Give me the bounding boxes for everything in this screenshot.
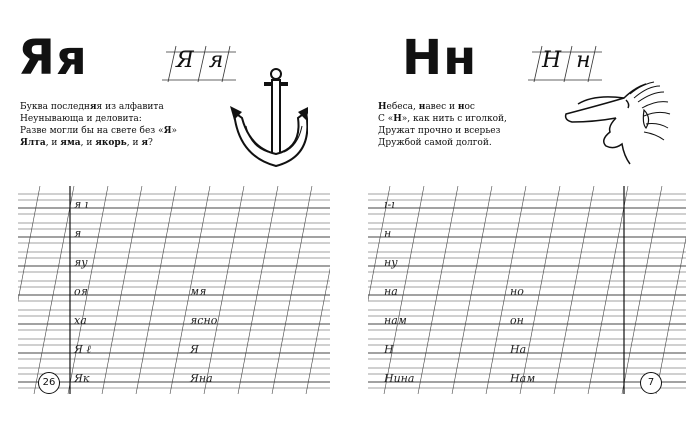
writing-sample: Н bbox=[384, 343, 394, 356]
slant-line bbox=[418, 186, 458, 394]
poem-text: Дружат прочно и всерьез bbox=[378, 126, 501, 136]
slant-line bbox=[452, 186, 492, 394]
writing-sample: я bbox=[74, 227, 82, 240]
writing-sample: ну bbox=[384, 256, 398, 269]
writing-sample: яу bbox=[74, 256, 88, 269]
page-number-left: 26 bbox=[38, 372, 60, 394]
poem-text: и деловита: bbox=[83, 114, 142, 124]
poem-text: а bbox=[78, 114, 84, 124]
poem-text: » bbox=[171, 126, 178, 136]
letter-print-en: Нн bbox=[402, 30, 478, 86]
poem-ya-line bbox=[20, 113, 177, 125]
poem-text: я bbox=[141, 138, 149, 148]
writing-sample: на bbox=[384, 285, 398, 298]
poem-ya-line bbox=[20, 125, 177, 137]
poem-text: Ялта bbox=[20, 138, 46, 148]
letter-print-ya: Яя bbox=[18, 30, 88, 86]
poem-text: , и bbox=[126, 138, 142, 148]
poem-text: Н bbox=[378, 102, 387, 112]
writing-sample: оя bbox=[74, 285, 88, 298]
poem-text: », как нить с иголкой, bbox=[401, 114, 507, 124]
slant-line bbox=[136, 186, 176, 394]
poem-text: ос bbox=[464, 102, 475, 112]
writing-sample: На bbox=[510, 343, 527, 356]
poem-text: н bbox=[418, 102, 426, 112]
writing-sample: ха bbox=[74, 314, 87, 327]
writing-sample: Як bbox=[74, 372, 90, 385]
writing-sample: н bbox=[384, 227, 392, 240]
poem-text: Неунывающ bbox=[20, 114, 79, 124]
poem-en bbox=[378, 101, 507, 149]
poem-en-line bbox=[378, 137, 507, 149]
poem-text: ебеса, bbox=[386, 102, 419, 112]
writing-sample: мя bbox=[190, 285, 207, 298]
right-page bbox=[350, 0, 700, 439]
slant-line bbox=[622, 186, 662, 394]
poem-text: Дружбой самой долгой. bbox=[378, 138, 492, 148]
writing-sample: Нина bbox=[384, 372, 415, 385]
anchor-icon bbox=[228, 66, 308, 176]
slant-line bbox=[272, 186, 312, 394]
writing-sample: я ı bbox=[74, 198, 89, 211]
writing-sample: Я ℓ bbox=[74, 343, 91, 356]
slant-line bbox=[306, 186, 330, 394]
page-number-right: 7 bbox=[640, 372, 662, 394]
poem-en-line bbox=[378, 101, 507, 113]
writing-lines-left bbox=[18, 186, 330, 394]
poem-en-line bbox=[378, 125, 507, 137]
poem-text: яма bbox=[60, 138, 81, 148]
big-nose-face-icon bbox=[564, 74, 674, 174]
poem-text: С « bbox=[378, 114, 394, 124]
letter-script-ya-box bbox=[162, 44, 238, 84]
slant-line bbox=[18, 186, 40, 394]
poem-text: , и bbox=[45, 138, 61, 148]
slant-line bbox=[102, 186, 142, 394]
poem-text: Разве могли бы на свете без « bbox=[20, 126, 164, 136]
poem-text: Н bbox=[393, 114, 402, 124]
poem-text: Я bbox=[163, 126, 172, 136]
writing-sample: он bbox=[510, 314, 524, 327]
poem-text: якорь bbox=[95, 138, 127, 148]
slant-line bbox=[34, 186, 74, 394]
slant-line bbox=[238, 186, 278, 394]
writing-lines-right bbox=[368, 186, 686, 394]
slant-line bbox=[656, 186, 686, 394]
letter-script-ya: Я я bbox=[176, 48, 228, 73]
writing-sample: ясно bbox=[190, 314, 218, 327]
letter-script-en: Н н bbox=[542, 48, 595, 73]
poem-text: я из алфавита bbox=[96, 102, 164, 112]
poem-text: авес и bbox=[425, 102, 458, 112]
slant-line bbox=[204, 186, 244, 394]
writing-sample: нам bbox=[384, 314, 407, 327]
poem-text: н bbox=[457, 102, 465, 112]
writing-sample: Яна bbox=[190, 372, 213, 385]
slant-line bbox=[520, 186, 560, 394]
poem-text: ? bbox=[148, 138, 153, 148]
poem-ya-line bbox=[20, 137, 177, 149]
poem-text: Буква последн bbox=[20, 102, 90, 112]
poem-en-line bbox=[378, 113, 507, 125]
poem-ya bbox=[20, 101, 177, 149]
slant-line bbox=[554, 186, 594, 394]
writing-sample: Я bbox=[190, 343, 199, 356]
writing-sample: но bbox=[510, 285, 524, 298]
writing-sample: ı-ı bbox=[384, 198, 395, 211]
slant-line bbox=[588, 186, 628, 394]
poem-ya-line bbox=[20, 101, 177, 113]
writing-sample: Нам bbox=[510, 372, 536, 385]
poem-text: , и bbox=[80, 138, 96, 148]
poem-text: я bbox=[89, 102, 97, 112]
